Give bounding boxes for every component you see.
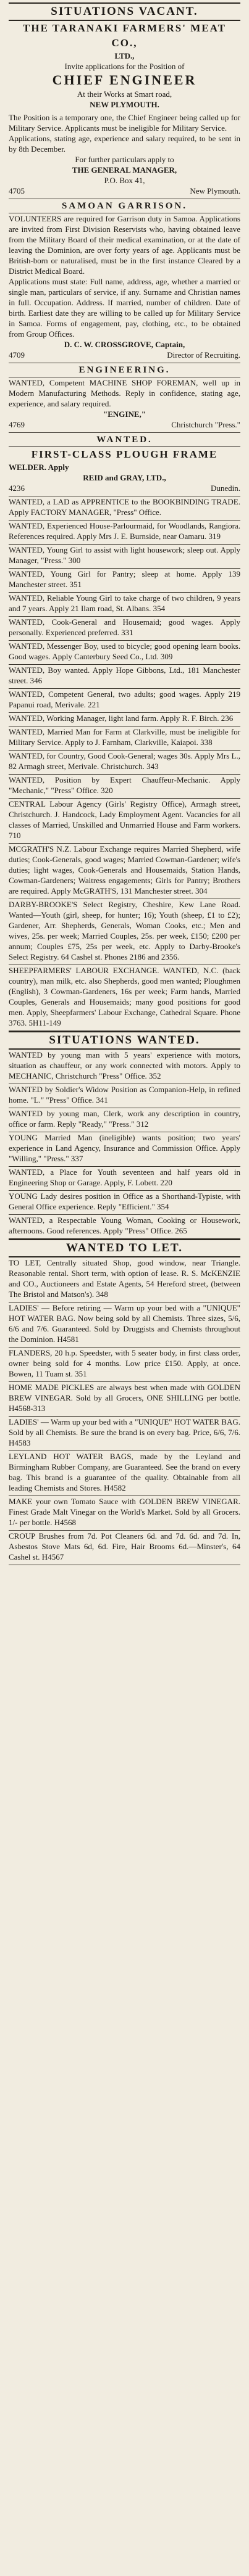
ad-body: DARBY-BROOKE'S Select Registry, Cheshire, Kew Lane Road. Wanted—Youth (girl, sheep, for hunter; 16); Youth (sheep, £1 to £2); Gardener, Arr. Shepherds, Generals, Woman Cooks, etc.; Men and wives, 25s. per week; Married Couples, 25s. per week, £150; £200 per annum; Couples £75, 25s per week, etc. Apply to Darby-Brooke's Select Registry. 64 Cashel st. Phones 2186 and 2356.: [9, 900, 240, 961]
ad-body: WANTED, Young Girl to assist with light housework; sleep out. Apply Manager, "Press." 300: [9, 545, 240, 565]
ad-leyland-bags: [9, 1451, 240, 1496]
ad-body: WANTED, for Country, Good Cook-General; wages 30s. Apply Mrs L., 82 Armagh street, Merivale. Christchurch. 343: [9, 751, 240, 771]
ad-body: HOME MADE PICKLES are always best when made with GOLDEN BREW VINEGAR. Sold by all Grocers, ONE SHILLING per bottle. H4568-313: [9, 1383, 240, 1413]
ad-sig: THE GENERAL MANAGER,: [72, 165, 177, 175]
ad-wanted: [9, 641, 240, 665]
ad-body: WANTED by Soldier's Widow Position as Companion-Help, in refined home. "L." "Press" Office. 341: [9, 1085, 240, 1105]
ad-samoa: [9, 213, 240, 363]
ad-body: WANTED, Young Girl for Pantry; sleep at home. Apply 139 Manchester street. 351: [9, 569, 240, 589]
ad-body: WANTED, Married Man for Farm at Clarkville, must be ineligible for Military Service. Apply to J. Farnham, Clarkville, Kaiapoi. 338: [9, 727, 240, 747]
ad-wanted: [9, 751, 240, 775]
ad-line: Director of Recruiting.: [167, 350, 240, 360]
ad-golden-brew-sauce: [9, 1496, 240, 1531]
ad-labour-exchange: [9, 844, 240, 899]
ad-body: MAKE your own Tomato Sauce with GOLDEN BREW VINEGAR. Finest Grade Malt Vinegar on the World's Market. Sold by all Grocers. 1/- per bottle. H4568: [9, 1497, 240, 1527]
ad-registry: [9, 899, 240, 965]
ad-body: YOUNG Lady desires position in Office as a Shorthand-Typiste, with General Office experience. Reply "Efficient." 354: [9, 1191, 240, 1211]
ad-body: MCGRATH'S N.Z. Labour Exchange requires Married Shepherd, wife duties; Cook-Generals, good wages; Married Cowman-Gardener; wife's duties; light wages, Cook-Generals and Housemaids, Station Hands, Cowman-Gardeners; Waitress engagements; Girls for Pantry; Brothers are required. Apply McGRATH'S, 131 Manchester street. 304: [9, 844, 240, 895]
ad-body: VOLUNTEERS are required for Garrison duty in Samoa. Applications are invited from First Division Reservists who, having obtained leave from the Military Board of their medical examination, or at the date of leaving the Dominion, are over forty years of age. Applicants must be British-born or naturalised, must be in the first instance Cleared by a District Medical Board.: [9, 214, 240, 276]
ad-wanted: [9, 617, 240, 641]
ad-line: Christchurch "Press.": [171, 420, 240, 429]
ad-body: WANTED, a Place for Youth seventeen and half years old in Engineering Shop or Garage. Apply, F. Lobett. 220: [9, 1167, 240, 1187]
ad-situation-wanted: [9, 1108, 240, 1132]
ad-body: WANTED, Cook-General and Housemaid; good wages. Apply personally. Experienced preferred. 331: [9, 617, 240, 637]
ad-line: Dunedin.: [210, 484, 240, 493]
ad-body: YOUNG Married Man (ineligible) wants position; two years' experience in Land Agency, Insurance and Commission Office. Apply "Willing," "Press." 337: [9, 1133, 240, 1163]
section-header-engineering: ENGINEERING.: [9, 363, 240, 377]
ad-body: CROUP Brushes from 7d. Pot Cleaners 6d. and 7d. 6d. and 7d. In, Asbestos Stove Mats 6d, 6d. Fire, Hair Brooms 6d.—Minster's, 64 Cashel st. H4567: [9, 1531, 240, 1562]
ad-body: WANTED, Reliable Young Girl to take charge of two children, 9 years and 7 years. Apply 21 Ilam road, St. Albans. 354: [9, 593, 240, 613]
section-header-wanted: WANTED.: [9, 433, 240, 447]
ad-taranaki-meat: [9, 21, 240, 199]
ad-code: 4705: [9, 186, 25, 195]
section-header-situations-vacant: SITUATIONS VACANT.: [9, 2, 240, 21]
ad-line: WELDER. Apply: [9, 463, 69, 472]
ad-headline: FIRST-CLASS PLOUGH FRAME: [31, 448, 218, 460]
ad-code: 4769: [9, 420, 25, 429]
ad-wanted: [9, 689, 240, 713]
ad-situation-wanted: [9, 1132, 240, 1167]
ad-body: WANTED, Position by Expert Chauffeur-Mechanic. Apply "Mechanic," "Press" Office. 320: [9, 775, 240, 795]
ad-line: P.O. Box 41,: [104, 176, 145, 185]
ad-body: SHEEPFARMERS' LABOUR EXCHANGE. WANTED, N.C. (back country), man milk, etc. also Shepherds, good men wanted; Ploughmen (English), 3 Cowman-Gardeners, 16s per week; Farm hands, Married Couples, Generals and Housemaids; many good positions for good men. Apply, Sheepfarmers' Labour Exchange, Cathedral Square. Phone 3763. 5H11-149: [9, 966, 240, 1027]
ad-sig: REID and GRAY, LTD.,: [83, 473, 166, 482]
ad-line: At their Works at Smart road,: [77, 89, 172, 99]
ad-line: THE TARANAKI FARMERS' MEAT CO.,: [23, 22, 226, 49]
ad-situation-wanted: [9, 1084, 240, 1108]
ad-wanted: [9, 521, 240, 545]
ad-body: LADIES' — Before retiring — Warm up your bed with a "UNIQUE" HOT WATER BAG. Now being sold by all Chemists. Three sizes, 5/6, 6/6 and 7/6. Guaranteed. Sold by Druggists and Chemists throughout the Dominion. H4581: [9, 1303, 240, 1344]
ad-sig: D. C. W. CROSSGROVE, Captain,: [64, 340, 185, 349]
ad-golden-brew-pickles: [9, 1382, 240, 1417]
ad-body: WANTED, Competent General, two adults; good wages. Apply 219 Papanui road, Merivale. 221: [9, 689, 240, 709]
ad-reply: "ENGINE,": [103, 409, 146, 419]
ad-body: WANTED, a LAD as APPRENTICE to the BOOKBINDING TRADE. Apply FACTORY MANAGER, "Press" Office.: [9, 497, 240, 517]
ad-line: LTD.,: [114, 51, 135, 60]
ad-body: The Position is a temporary one, the Chief Engineer being called up for Military Service. Applicants must be ineligible for Military Service.: [9, 113, 240, 133]
ad-body: Applications must state: Full name, address, age, whether a married or single man, particulars of service, if any. Surname and Christian names in full. Occupation. Address. If married, number of children. Date of birth. Earliest date they are willing to be called up for Military Service in Samoa. Forms of engagement, pay, clothing, etc., to be obtained from Group Offices.: [9, 277, 240, 339]
ad-plough-welder: [9, 447, 240, 496]
ad-line: New Plymouth.: [190, 186, 240, 195]
ad-wanted: [9, 713, 240, 726]
ad-situation-wanted: [9, 1215, 240, 1239]
ad-body: FLANDERS, 20 h.p. Speedster, with 5 seater body, in first class order, owner being sold for 4 months. Low price £150. Apply, at once. Bowen, 11 Tuam st. 351: [9, 1348, 240, 1378]
ad-body: WANTED, a Respectable Young Woman, Cooking or Housework, afternoons. Good references. Apply "Press" Office. 265: [9, 1216, 240, 1235]
ad-wanted: [9, 775, 240, 799]
ad-body: Applications, stating age, experience and salary required, to be sent in by 8th December.: [9, 134, 240, 154]
ad-body: WANTED by young man, Clerk, work any description in country, office or farm. Reply "Ready," "Press." 312: [9, 1109, 240, 1129]
ad-sheepfarmers: [9, 965, 240, 1031]
ad-line: NEW PLYMOUTH.: [90, 100, 159, 109]
ad-body: WANTED, Working Manager, light land farm. Apply R. F. Birch. 236: [9, 714, 234, 723]
section-header-wanted-to-let: WANTED TO LET.: [9, 1239, 240, 1257]
ad-line: Invite applications for the Position of: [64, 62, 185, 71]
ad-engineering: [9, 377, 240, 433]
ad-body: WANTED by young man with 5 years' experience with motors, situation as chauffeur, or any work connected with motors. Apply to MECHANIC, Christchurch "Press" Office. 352: [9, 1050, 240, 1080]
ad-wanted: [9, 496, 240, 521]
ad-to-let: [9, 1257, 240, 1302]
ad-situation-wanted: [9, 1050, 240, 1084]
ad-hot-water-bag: [9, 1417, 240, 1451]
ad-hot-water-bag: [9, 1302, 240, 1348]
ad-wanted: [9, 545, 240, 569]
section-header-situations-wanted: SITUATIONS WANTED.: [9, 1031, 240, 1050]
section-header-samoan-garrison: SAMOAN GARRISON.: [9, 199, 240, 213]
ad-body: WANTED, Competent MACHINE SHOP FOREMAN, well up in Modern Manufacturing Methods. Reply in confidence, stating age, experience, and salary required.: [9, 378, 240, 408]
ad-brushes: [9, 1531, 240, 1565]
ad-body: WANTED, Experienced House-Parlourmaid, for Woodlands, Rangiora. References required. Apply Mrs J. E. Burnside, near Oamaru. 319: [9, 521, 240, 541]
ad-body: CENTRAL Labour Agency (Girls' Registry Office), Armagh street, Christchurch. J. Handcock, Lady Employment Agent. Vacancies for all classes of Married, Unskilled and Unmarried House and Farm workers. 710: [9, 799, 240, 840]
ad-wanted: [9, 569, 240, 593]
ad-wanted: [9, 726, 240, 751]
ad-wanted: [9, 593, 240, 617]
ad-body: LEYLAND HOT WATER BAGS, made by the Leyland and Birmingham Rubber Company, are Guaranteed. See the brand on every bag. This brand is a guarantee of the quality. Obtainable from all leading Chemists and Stores. H4582: [9, 1452, 240, 1492]
ad-wanted: [9, 665, 240, 689]
ad-situation-wanted: [9, 1191, 240, 1215]
ad-headline: CHIEF ENGINEER: [52, 72, 197, 88]
ad-body: WANTED, Boy wanted. Apply Hope Gibbons, Ltd., 181 Manchester street. 346: [9, 665, 240, 685]
ad-situation-wanted: [9, 1167, 240, 1191]
ad-line: For further particulars apply to: [75, 155, 174, 164]
ad-flanders: [9, 1348, 240, 1382]
ad-code: 4236: [9, 484, 25, 493]
ad-body: TO LET, Centrally situated Shop, good window, near Triangle. Reasonable rental. Short term, with option of lease. R. S. McKENZIE and CO., Auctioneers and Estate Agents, 54 Hereford street, (between The Bristol and Matson's). 348: [9, 1258, 240, 1299]
ad-labour-agency: [9, 799, 240, 844]
ad-code: 4709: [9, 350, 25, 360]
ad-body: WANTED, Messenger Boy, used to bicycle; good opening learn books. Good wages. Apply Canterbury Seed Co., Ltd. 309: [9, 641, 240, 661]
ad-body: LADIES' — Warm up your bed with a "UNIQUE" HOT WATER BAG. Sold by all Chemists. Be sure the brand is on every bag. Price, 6/6, 7/6. H4583: [9, 1417, 240, 1447]
